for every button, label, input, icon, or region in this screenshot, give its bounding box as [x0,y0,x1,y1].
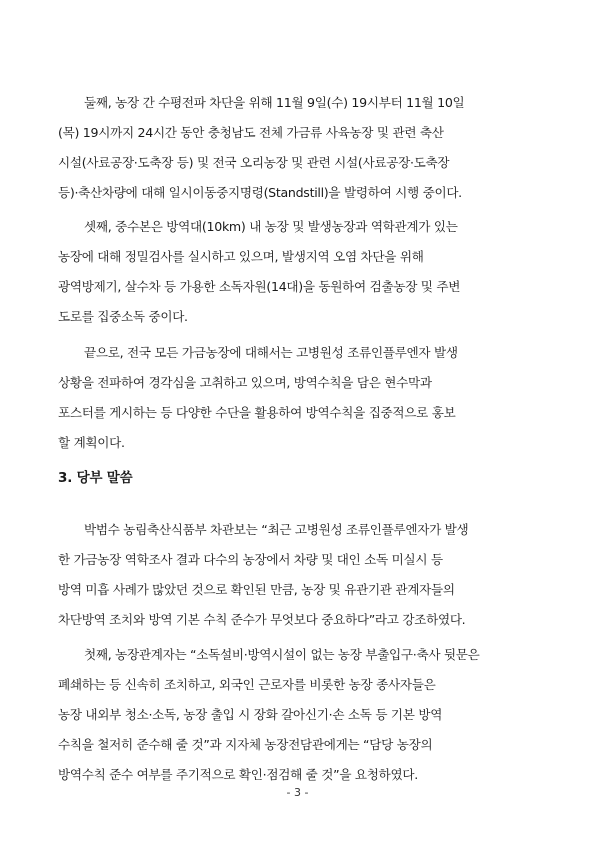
text-line: 첫째, 농장관계자는 “소독설비·방역시설이 없는 농장 부출입구·축사 뒷문은 [84,647,480,662]
paragraph-first-request [58,640,542,790]
text-line: 방역 미흡 사례가 많았던 것으로 확인된 만큼, 농장 및 유관기관 관계자들의 [58,582,455,597]
text-line: 농장에 대해 정밀검사를 실시하고 있으며, 발생지역 오염 차단을 위해 [58,249,424,264]
text-line: 할 계획이다. [58,435,125,450]
text-line: 끝으로, 전국 모든 가금농장에 대해서는 고병원성 조류인플루엔자 발생 [84,345,458,360]
text-line: (목) 19시까지 24시간 동안 충청남도 전체 가금류 사육농장 및 관련 축산 [58,125,444,140]
text-line: 방역수칙 준수 여부를 주기적으로 확인·점검해 줄 것”을 요청하였다. [58,767,418,782]
section-heading: 3. 당부 말씀 [58,470,133,486]
paragraph-vice-minister-remarks [58,515,542,635]
text-line: 농장 내외부 청소·소독, 농장 출입 시 장화 갈아신기·손 소독 등 기본 방역 [58,707,443,722]
text-line: 시설(사료공장·도축장 등) 및 전국 오리농장 및 관련 시설(사료공장·도축장 [58,155,450,170]
text-line: 상황을 전파하여 경각심을 고취하고 있으며, 방역수칙을 담은 현수막과 [58,375,432,390]
text-line: 등)·축산차량에 대해 일시이동중지명령(Standstill)을 발령하여 시행 중이다. [58,185,462,200]
text-line: 박범수 농림축산식품부 차관보는 “최근 고병원성 조류인플루엔자가 발생 [84,522,469,537]
paragraph-third [58,212,542,332]
paragraph-second [58,88,542,208]
page-number: - 3 - [286,786,309,799]
text-line: 폐쇄하는 등 신속히 조치하고, 외국인 근로자를 비롯한 농장 종사자들은 [58,677,436,692]
text-line: 차단방역 조치와 방역 기본 수칙 준수가 무엇보다 중요하다”라고 강조하였다. [58,612,466,627]
text-line: 둘째, 농장 간 수평전파 차단을 위해 11월 9일(수) 19시부터 11월 10일 [84,95,465,110]
paragraph-finally [58,338,542,458]
text-line: 광역방제기, 살수차 등 가용한 소독자원(14대)을 동원하여 검출농장 및 주변 [58,279,461,294]
text-line: 수칙을 철저히 준수해 줄 것”과 지자체 농장전담관에게는 “담당 농장의 [58,737,433,752]
text-line: 도로를 집중소독 중이다. [58,309,188,324]
text-line: 한 가금농장 역학조사 결과 다수의 농장에서 차량 및 대인 소독 미실시 등 [58,552,443,567]
text-line: 포스터를 게시하는 등 다양한 수단을 활용하여 방역수칙을 집중적으로 홍보 [58,405,456,420]
text-line: 셋째, 중수본은 방역대(10km) 내 농장 및 발생농장과 역학관계가 있는 [84,219,458,234]
